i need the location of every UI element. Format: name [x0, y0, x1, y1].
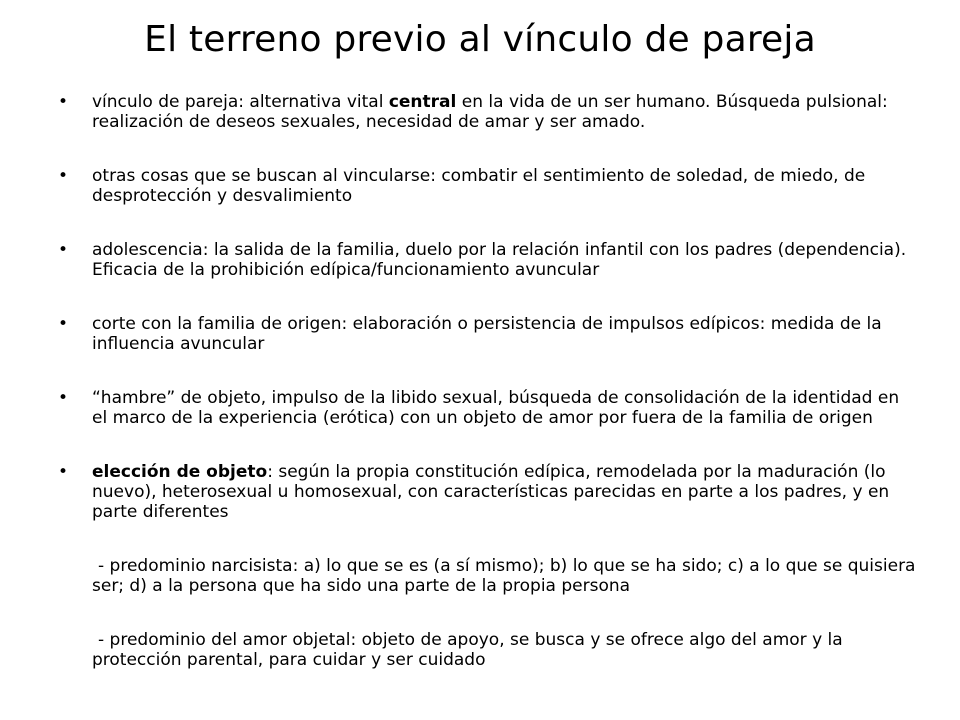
bullet-marker: •	[58, 314, 69, 334]
bullet-text: adolescencia: la salida de la familia, duelo por la relación infantil con los padres (dependencia). Eficacia de la prohibición edípica/funcionamiento avuncular	[92, 240, 907, 280]
bullet-text-bold: elección de objeto	[92, 462, 268, 482]
slide-title: El terreno previo al vínculo de pareja	[144, 19, 816, 60]
bullet-text-bold: central	[388, 92, 457, 112]
bullet-item-vinculo	[58, 92, 918, 132]
bullet-text-rest: : según la propia constitución edípica, remodelada por la maduración (lo nuevo), heterosexual u homosexual, con características parecidas en parte a los padres, y en parte diferentes	[92, 462, 890, 522]
bullet-marker: •	[58, 92, 69, 112]
bullet-text: corte con la familia de origen: elaboración o persistencia de impulsos edípicos: medida de la influencia avuncular	[92, 314, 882, 354]
bullet-marker: •	[58, 388, 69, 408]
bullet-item-adolescencia	[58, 240, 918, 280]
bullet-marker: •	[58, 166, 69, 186]
bullet-marker: •	[58, 462, 69, 482]
sub-item-amor-objetal	[92, 630, 918, 670]
bullet-text: otras cosas que se buscan al vincularse: combatir el sentimiento de soledad, de miedo, de desprotección y desvalimiento	[92, 166, 866, 206]
slide-content	[58, 92, 918, 704]
bullet-text: “hambre” de objeto, impulso de la libido sexual, búsqueda de consolidación de la identidad en el marco de la experiencia (erótica) con un objeto de amor por fuera de la familia de origen	[92, 388, 900, 428]
sub-item-text: - predominio narcisista: a) lo que se es (a sí mismo); b) lo que se ha sido; c) a lo que se quisiera ser; d) a la persona que ha sido una parte de la propia persona	[92, 556, 916, 596]
sub-item-text: - predominio del amor objetal: objeto de apoyo, se busca y se ofrece algo del amor y la protección parental, para cuidar y ser cuidado	[92, 630, 843, 670]
bullet-item-otras-cosas	[58, 166, 918, 206]
bullet-marker: •	[58, 240, 69, 260]
bullet-text-rest: en la vida de un ser humano. Búsqueda pulsional: realización de deseos sexuales, necesidad de amar y ser amado.	[92, 92, 888, 132]
sub-item-narcisista	[92, 556, 918, 596]
bullet-item-hambre	[58, 388, 918, 428]
bullet-item-eleccion	[58, 462, 918, 522]
bullet-item-corte	[58, 314, 918, 354]
bullet-text-lead: vínculo de pareja: alternativa vital	[92, 92, 389, 112]
